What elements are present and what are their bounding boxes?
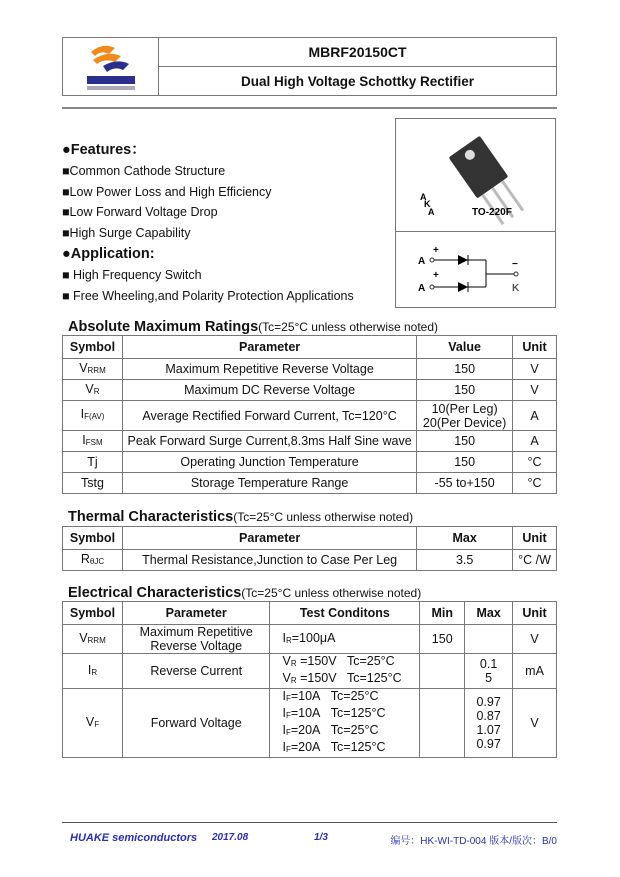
table-row xyxy=(63,654,557,689)
application-item: ■ High Frequency Switch xyxy=(62,267,202,282)
svg-text:−: − xyxy=(512,259,518,270)
max-cell: 0.1 5 xyxy=(465,654,513,689)
column-header: Test Conditons xyxy=(270,602,420,625)
svg-text:A: A xyxy=(418,256,426,267)
abs-max-table xyxy=(62,335,557,494)
parameter-cell: Maximum Repetitive Reverse Voltage xyxy=(122,359,416,380)
table-row xyxy=(63,380,557,401)
table-row xyxy=(63,452,557,473)
symbol-cell: Tj xyxy=(63,452,123,473)
symbol-cell: Tstg xyxy=(63,473,123,494)
unit-cell: V xyxy=(513,359,557,380)
table-header-row xyxy=(63,336,557,359)
document-header xyxy=(62,37,557,96)
parameter-cell: Maximum Repetitive Reverse Voltage xyxy=(122,625,270,654)
pin-label: A xyxy=(428,207,435,217)
parameter-cell: Reverse Current xyxy=(122,654,270,689)
header-divider xyxy=(62,107,557,109)
max-cell: 0.97 0.87 1.07 0.97 xyxy=(465,689,513,758)
column-header: Unit xyxy=(513,527,557,550)
svg-text:+: + xyxy=(433,270,439,281)
huake-logo xyxy=(63,38,159,95)
pin-label: A xyxy=(420,192,427,202)
part-number: MBRF20150CT xyxy=(159,38,556,67)
value-cell: 150 xyxy=(417,380,513,401)
document-subtitle: Dual High Voltage Schottky Rectifier xyxy=(240,74,475,89)
value-cell: -55 to+150 xyxy=(417,473,513,494)
features-heading: ●Features： xyxy=(62,142,146,158)
value-cell: 3.5 xyxy=(417,550,513,571)
column-header: Unit xyxy=(513,602,557,625)
unit-cell: V xyxy=(513,689,557,758)
value-cell: 150 xyxy=(417,359,513,380)
thermal-title: Thermal Characteristics(Tc=25°C unless otherwise noted) xyxy=(68,509,414,525)
parameter-cell: Operating Junction Temperature xyxy=(122,452,416,473)
feature-item: ■Common Cathode Structure xyxy=(62,163,226,178)
footer-company: HUAKE semiconductors xyxy=(70,832,198,844)
abs-max-title: Absolute Maximum Ratings(Tc=25°C unless otherwise noted) xyxy=(68,319,439,335)
column-header: Symbol xyxy=(63,527,123,550)
symbol-cell: $V_F$ xyxy=(63,689,123,758)
value-cell: 10(Per Leg) 20(Per Device) xyxy=(417,401,513,431)
diode-schematic xyxy=(418,245,520,294)
parameter-cell: Storage Temperature Range xyxy=(122,473,416,494)
footer-divider xyxy=(62,822,557,823)
to220f-package-image xyxy=(396,119,555,307)
column-header: Max xyxy=(417,527,513,550)
parameter-cell: Forward Voltage xyxy=(122,689,270,758)
column-header: Symbol xyxy=(63,336,123,359)
column-header: Parameter xyxy=(122,336,416,359)
table-row xyxy=(63,359,557,380)
unit-cell: °C /W xyxy=(513,550,557,571)
value-cell: 150 xyxy=(417,431,513,452)
min-cell: 150 xyxy=(420,625,465,654)
max-cell xyxy=(465,625,513,654)
parameter-cell: Average Rectified Forward Current, Tc=120°C xyxy=(122,401,416,431)
unit-cell: V xyxy=(513,625,557,654)
test-condition-cell: $I_R=100\mu A$ xyxy=(270,625,420,654)
unit-cell: °C xyxy=(513,473,557,494)
table-header-row xyxy=(63,527,557,550)
unit-cell: mA xyxy=(513,654,557,689)
column-header: Parameter xyxy=(122,602,270,625)
table-row xyxy=(63,625,557,654)
svg-text:K: K xyxy=(512,283,520,294)
table-row xyxy=(63,550,557,571)
value-cell: 150 xyxy=(417,452,513,473)
parameter-cell: Thermal Resistance,Junction to Case Per Leg xyxy=(122,550,416,571)
footer-date: 2017.08 xyxy=(212,832,249,843)
symbol-cell: $I_{F(AV)}$ xyxy=(63,401,123,431)
symbol-cell: $V_{RRM}$ xyxy=(63,359,123,380)
symbol-cell: $I_R$ xyxy=(63,654,123,689)
symbol-cell: $R_{\theta JC}$ xyxy=(63,550,123,571)
feature-item: ■Low Forward Voltage Drop xyxy=(62,205,218,220)
electrical-table xyxy=(62,601,557,758)
column-header: Min xyxy=(420,602,465,625)
package-box xyxy=(395,118,556,308)
unit-cell: A xyxy=(513,401,557,431)
unit-cell: A xyxy=(513,431,557,452)
footer-page: 1/3 xyxy=(314,832,328,843)
table-row xyxy=(63,431,557,452)
table-row xyxy=(63,689,557,758)
symbol-cell: $I_{FSM}$ xyxy=(63,431,123,452)
svg-text:A: A xyxy=(418,283,426,294)
table-row xyxy=(63,473,557,494)
min-cell xyxy=(420,689,465,758)
table-header-row xyxy=(63,602,557,625)
package-name: TO-220F xyxy=(472,207,512,218)
symbol-cell: $V_R$ xyxy=(63,380,123,401)
package-divider xyxy=(396,231,555,232)
column-header: Max xyxy=(465,602,513,625)
feature-item: ■Low Power Loss and High Efficiency xyxy=(62,184,272,199)
footer-doc-number: 编号：HK-WI-TD-004 版本/版次：B/0 xyxy=(390,836,557,847)
unit-cell: V xyxy=(513,380,557,401)
pin-label: K xyxy=(424,199,431,209)
column-header: Parameter xyxy=(122,527,416,550)
parameter-cell: Peak Forward Surge Current,8.3ms Half Sine wave xyxy=(122,431,416,452)
test-condition-cell: $I_F=10A$ Tc=25°C $I_F=10A$ Tc=125°C $I_F=20A$ Tc=25°C $I_F=20A$ Tc=125°C xyxy=(270,689,420,758)
thermal-table xyxy=(62,526,557,571)
symbol-cell: $V_{RRM}$ xyxy=(63,625,123,654)
column-header: Symbol xyxy=(63,602,123,625)
svg-text:+: + xyxy=(433,245,439,256)
feature-item: ■High Surge Capability xyxy=(62,226,191,241)
parameter-cell: Maximum DC Reverse Voltage xyxy=(122,380,416,401)
application-item: ■ Free Wheeling,and Polarity Protection Applications xyxy=(62,288,354,303)
unit-cell: °C xyxy=(513,452,557,473)
column-header: Value xyxy=(417,336,513,359)
application-heading: ●Application: xyxy=(62,245,155,262)
table-row xyxy=(63,401,557,431)
features-section xyxy=(62,140,354,306)
column-header: Unit xyxy=(513,336,557,359)
electrical-title: Electrical Characteristics(Tc=25°C unless otherwise noted) xyxy=(68,585,422,601)
min-cell xyxy=(420,654,465,689)
test-condition-cell: $V_R =150V$ Tc=25°C $V_R =150V$ Tc=125°C xyxy=(270,654,420,689)
